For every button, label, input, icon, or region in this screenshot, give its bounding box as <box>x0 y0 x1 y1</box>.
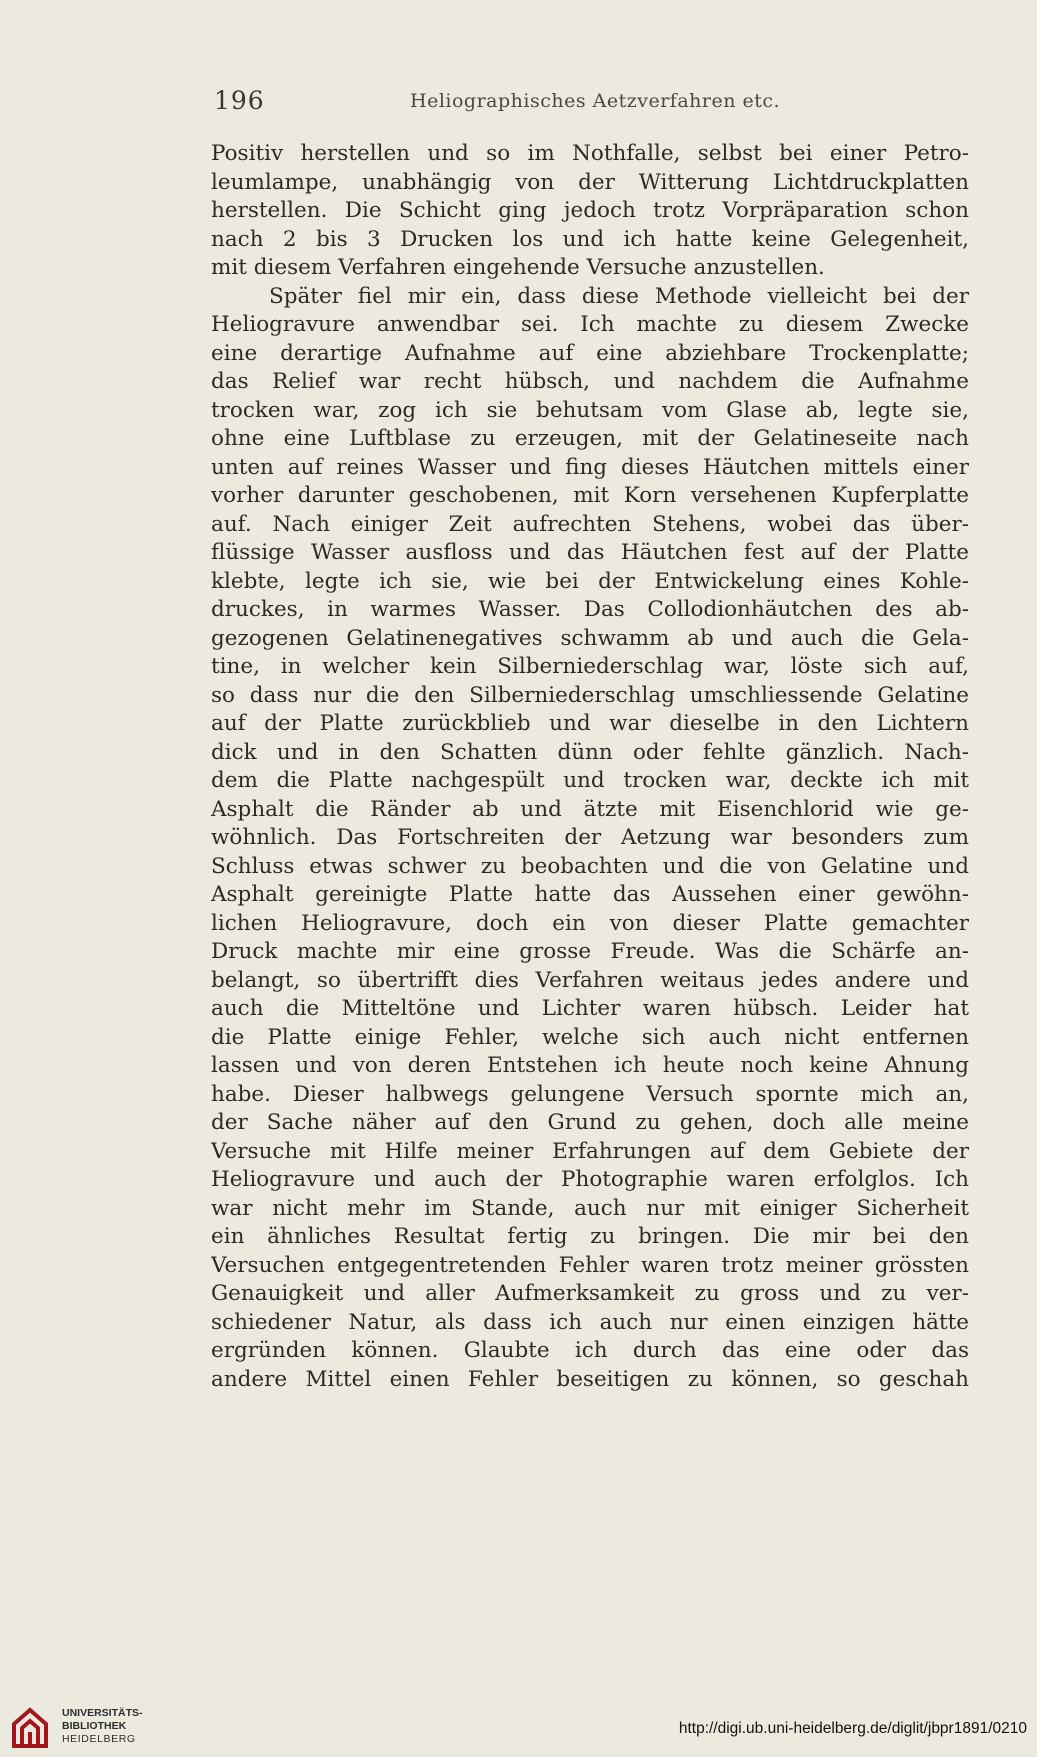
text-line: ergründen können. Glaubte ich durch das eine oder das <box>211 1338 969 1363</box>
text-line: flüssige Wasser ausfloss und das Häutchen fest auf der Platte <box>211 540 969 565</box>
text-line: Schluss etwas schwer zu beobachten und die von Gelatine und <box>211 853 969 879</box>
text-line: habe. Dieser halbwegs gelungene Versuch spornte mich an, <box>211 1081 969 1107</box>
logo-line-1: UNIVERSITÄTS- <box>62 1707 143 1719</box>
page-header <box>214 86 966 122</box>
text-line: gezogenen Gelatinenegatives schwamm ab und auch die Gela- <box>211 625 969 651</box>
text-line: vorher darunter geschobenen, mit Korn versehenen Kupferplatte <box>211 483 969 508</box>
page-number: 196 <box>214 86 265 115</box>
running-head: Heliographisches Aetzverfahren etc. <box>410 90 781 112</box>
text-line: dem die Platte nachgespült und trocken war, deckte ich mit <box>211 768 969 793</box>
logo-text <box>62 1707 143 1746</box>
text-line: Versuchen entgegentretenden Fehler waren trotz meiner grössten <box>211 1252 969 1278</box>
text-line: belangt, so übertrifft dies Verfahren weitaus jedes andere und <box>211 967 969 993</box>
library-logo[interactable] <box>10 1702 160 1752</box>
text-line: Heliogravure und auch der Photographie waren erfolglos. Ich <box>211 1167 969 1192</box>
text-line: Genauigkeit und aller Aufmerksamkeit zu gross und zu ver- <box>211 1281 969 1306</box>
text-line: andere Mittel einen Fehler beseitigen zu können, so geschah <box>211 1366 969 1392</box>
text-line: Asphalt gereinigte Platte hatte das Aussehen einer gewöhn- <box>211 882 969 907</box>
text-line: mit diesem Verfahren eingehende Versuche anzustellen. <box>211 255 825 280</box>
text-line: Asphalt die Ränder ab und ätzte mit Eisenchlorid wie ge- <box>211 796 969 822</box>
text-line: lichen Heliogravure, doch ein von dieser Platte gemachter <box>211 910 969 936</box>
text-line: auch die Mitteltöne und Lichter waren hübsch. Leider hat <box>211 996 969 1021</box>
text-line: leumlampe, unabhängig von der Witterung Lichtdruckplatten <box>211 169 969 195</box>
text-line: ohne eine Luftblase zu erzeugen, mit der Gelatineseite nach <box>211 426 969 451</box>
body-text <box>211 140 969 1394</box>
text-line: klebte, legte ich sie, wie bei der Entwickelung eines Kohle- <box>211 568 969 594</box>
text-line: druckes, in warmes Wasser. Das Collodionhäutchen des ab- <box>211 597 969 622</box>
text-line: tine, in welcher kein Silberniederschlag war, löste sich auf, <box>211 654 969 679</box>
text-line: der Sache näher auf den Grund zu gehen, doch alle meine <box>211 1110 969 1135</box>
text-line: auf der Platte zurückblieb und war dieselbe in den Lichtern <box>211 711 969 736</box>
footer <box>0 1700 1037 1757</box>
text-line: die Platte einige Fehler, welche sich auch nicht entfernen <box>211 1024 969 1050</box>
text-line: war nicht mehr im Stande, auch nur mit einiger Sicherheit <box>211 1195 969 1221</box>
heidelberg-library-icon <box>10 1706 50 1750</box>
logo-line-2: BIBLIOTHEK <box>62 1720 127 1732</box>
text-line: wöhnlich. Das Fortschreiten der Aetzung war besonders zum <box>211 825 969 850</box>
text-line: Heliogravure anwendbar sei. Ich machte zu diesem Zwecke <box>211 312 969 337</box>
logo-line-3: HEIDELBERG <box>62 1733 136 1745</box>
text-line: auf. Nach einiger Zeit aufrechten Stehens, wobei das über- <box>211 511 969 537</box>
text-line: unten auf reines Wasser und fing dieses Häutchen mittels einer <box>211 454 969 480</box>
text-line: Versuche mit Hilfe meiner Erfahrungen auf dem Gebiete der <box>211 1138 969 1164</box>
text-line: trocken war, zog ich sie behutsam vom Glase ab, legte sie, <box>211 397 969 423</box>
text-line: lassen und von deren Entstehen ich heute noch keine Ahnung <box>211 1053 969 1078</box>
source-url-link[interactable]: http://digi.ub.uni-heidelberg.de/diglit/jbpr1891/0210 <box>678 1720 1027 1737</box>
text-line: Druck machte mir eine grosse Freude. Was die Schärfe an- <box>211 939 969 964</box>
text-line: so dass nur die den Silberniederschlag umschliessende Gelatine <box>211 682 969 708</box>
text-line: schiedener Natur, als dass ich auch nur einen einzigen hätte <box>211 1309 969 1335</box>
text-line: dick und in den Schatten dünn oder fehlte gänzlich. Nach- <box>211 739 969 765</box>
text-line: das Relief war recht hübsch, und nachdem die Aufnahme <box>211 369 969 394</box>
text-line: nach 2 bis 3 Drucken los und ich hatte keine Gelegenheit, <box>211 226 969 252</box>
text-line: ein ähnliches Resultat fertig zu bringen. Die mir bei den <box>211 1224 969 1249</box>
text-line: Später fiel mir ein, dass diese Methode vielleicht bei der <box>269 283 969 309</box>
text-line: herstellen. Die Schicht ging jedoch trotz Vorpräparation schon <box>211 198 969 223</box>
text-line: Positiv herstellen und so im Nothfalle, selbst bei einer Petro- <box>211 141 969 166</box>
text-line: eine derartige Aufnahme auf eine abziehbare Trockenplatte; <box>211 340 969 366</box>
